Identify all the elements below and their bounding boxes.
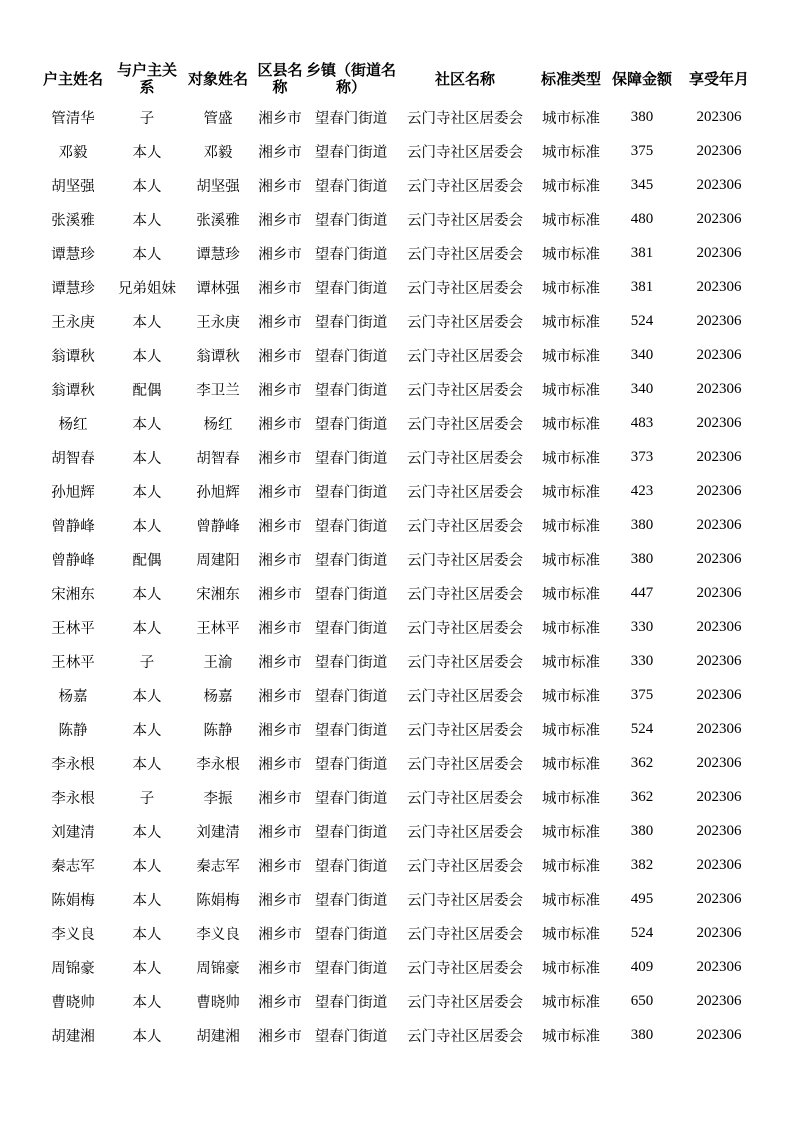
community-cell: 云门寺社区居委会 [407,858,523,875]
town-cell: 望春门街道 [314,824,388,841]
amount-cell: 380 [630,822,654,839]
household-head-cell: 李永根 [51,756,95,773]
community-cell: 云门寺社区居委会 [407,586,523,603]
standard-type-cell: 城市标准 [542,144,600,161]
standard-type-cell: 城市标准 [542,110,600,127]
town-cell: 望春门街道 [314,416,388,433]
standard-type-cell: 城市标准 [542,688,600,705]
community-cell: 云门寺社区居委会 [407,824,523,841]
amount-cell: 524 [630,924,654,941]
town-cell: 望春门街道 [314,926,388,943]
relation-cell: 本人 [132,484,162,501]
county-cell: 湘乡市 [258,756,302,773]
relation-cell: 本人 [132,858,162,875]
household-head-cell: 孙旭辉 [51,484,95,501]
household-head-cell: 曾静峰 [51,552,95,569]
amount-cell: 381 [630,244,654,261]
county-cell: 湘乡市 [258,1028,302,1045]
table-row [34,950,762,984]
amount-cell: 483 [630,414,654,431]
standard-type-cell: 城市标准 [542,552,600,569]
beneficiary-cell: 翁谭秋 [196,348,240,365]
amount-cell: 381 [630,278,654,295]
community-cell: 云门寺社区居委会 [407,212,523,229]
table-row [34,304,762,338]
county-cell: 湘乡市 [258,178,302,195]
amount-cell: 330 [630,618,654,635]
table-row [34,1018,762,1052]
table-row [34,780,762,814]
relation-cell: 本人 [132,960,162,977]
beneficiary-cell: 李永根 [196,756,240,773]
town-cell: 望春门街道 [314,722,388,739]
beneficiary-cell: 王永庚 [196,314,240,331]
household-head-cell: 陈静 [58,722,88,739]
standard-type-cell: 城市标准 [542,212,600,229]
table-row [34,576,762,610]
header-standard-type: 标准类型 [540,69,601,88]
town-cell: 望春门街道 [314,688,388,705]
county-cell: 湘乡市 [258,688,302,705]
month-cell: 202306 [696,516,742,533]
county-cell: 湘乡市 [258,518,302,535]
month-cell: 202306 [696,720,742,737]
town-cell: 望春门街道 [314,246,388,263]
household-head-cell: 翁谭秋 [51,348,95,365]
county-cell: 湘乡市 [258,314,302,331]
beneficiary-cell: 宋湘东 [196,586,240,603]
community-cell: 云门寺社区居委会 [407,926,523,943]
standard-type-cell: 城市标准 [542,1028,600,1045]
amount-cell: 330 [630,652,654,669]
county-cell: 湘乡市 [258,994,302,1011]
header-amount: 保障金额 [611,69,672,88]
town-cell: 望春门街道 [314,178,388,195]
standard-type-cell: 城市标准 [542,178,600,195]
county-cell: 湘乡市 [258,960,302,977]
month-cell: 202306 [696,142,742,159]
month-cell: 202306 [696,856,742,873]
household-head-cell: 杨红 [58,416,88,433]
document-page [34,58,762,1052]
county-cell: 湘乡市 [258,450,302,467]
household-head-cell: 王永庚 [51,314,95,331]
table-row [34,270,762,304]
relation-cell: 本人 [132,450,162,467]
amount-cell: 524 [630,312,654,329]
town-cell: 望春门街道 [314,144,388,161]
beneficiary-cell: 邓毅 [203,144,233,161]
community-cell: 云门寺社区居委会 [407,960,523,977]
standard-type-cell: 城市标准 [542,824,600,841]
standard-type-cell: 城市标准 [542,518,600,535]
county-cell: 湘乡市 [258,484,302,501]
month-cell: 202306 [696,278,742,295]
community-cell: 云门寺社区居委会 [407,314,523,331]
household-head-cell: 胡坚强 [51,178,95,195]
community-cell: 云门寺社区居委会 [407,246,523,263]
beneficiary-cell: 谭林强 [196,280,240,297]
month-cell: 202306 [696,754,742,771]
beneficiary-cell: 李振 [203,790,233,807]
amount-cell: 373 [630,448,654,465]
standard-type-cell: 城市标准 [542,314,600,331]
month-cell: 202306 [696,618,742,635]
household-head-cell: 翁谭秋 [51,382,95,399]
household-head-cell: 邓毅 [58,144,88,161]
relation-cell: 子 [139,654,155,671]
household-head-cell: 胡智春 [51,450,95,467]
town-cell: 望春门街道 [314,790,388,807]
standard-type-cell: 城市标准 [542,892,600,909]
relation-cell: 本人 [132,586,162,603]
amount-cell: 375 [630,142,654,159]
household-head-cell: 张溪雅 [51,212,95,229]
table-row [34,916,762,950]
relation-cell: 本人 [132,518,162,535]
community-cell: 云门寺社区居委会 [407,110,523,127]
county-cell: 湘乡市 [258,144,302,161]
month-cell: 202306 [696,788,742,805]
month-cell: 202306 [696,958,742,975]
town-cell: 望春门街道 [314,892,388,909]
table-row [34,236,762,270]
household-head-cell: 李义良 [51,926,95,943]
header-row [34,58,762,100]
amount-cell: 375 [630,686,654,703]
table-row [34,474,762,508]
month-cell: 202306 [696,584,742,601]
standard-type-cell: 城市标准 [542,654,600,671]
month-cell: 202306 [696,210,742,227]
header-community: 社区名称 [434,69,495,88]
relation-cell: 本人 [132,348,162,365]
month-cell: 202306 [696,176,742,193]
month-cell: 202306 [696,380,742,397]
community-cell: 云门寺社区居委会 [407,178,523,195]
county-cell: 湘乡市 [258,654,302,671]
county-cell: 湘乡市 [258,586,302,603]
beneficiary-cell: 李义良 [196,926,240,943]
town-cell: 望春门街道 [314,654,388,671]
relation-cell: 子 [139,110,155,127]
county-cell: 湘乡市 [258,620,302,637]
town-cell: 望春门街道 [314,994,388,1011]
town-cell: 望春门街道 [314,484,388,501]
amount-cell: 380 [630,550,654,567]
beneficiary-cell: 谭慧珍 [196,246,240,263]
town-cell: 望春门街道 [314,212,388,229]
beneficiary-cell: 陈娟梅 [196,892,240,909]
beneficiary-cell: 陈静 [203,722,233,739]
relation-cell: 本人 [132,144,162,161]
county-cell: 湘乡市 [258,926,302,943]
amount-cell: 447 [630,584,654,601]
relation-cell: 本人 [132,926,162,943]
amount-cell: 380 [630,108,654,125]
table-row [34,406,762,440]
relation-cell: 配偶 [132,382,162,399]
standard-type-cell: 城市标准 [542,348,600,365]
beneficiary-cell: 管盛 [203,110,233,127]
town-cell: 望春门街道 [314,382,388,399]
header-household-head: 户主姓名 [42,69,103,88]
household-head-cell: 曾静峰 [51,518,95,535]
table-row [34,814,762,848]
household-head-cell: 宋湘东 [51,586,95,603]
relation-cell: 本人 [132,246,162,263]
relation-cell: 本人 [132,756,162,773]
month-cell: 202306 [696,448,742,465]
county-cell: 湘乡市 [258,858,302,875]
relation-cell: 本人 [132,416,162,433]
relation-cell: 本人 [132,178,162,195]
county-cell: 湘乡市 [258,892,302,909]
header-month: 享受年月 [688,69,749,88]
beneficiary-cell: 李卫兰 [196,382,240,399]
standard-type-cell: 城市标准 [542,450,600,467]
town-cell: 望春门街道 [314,858,388,875]
table-row [34,508,762,542]
amount-cell: 340 [630,380,654,397]
amount-cell: 345 [630,176,654,193]
month-cell: 202306 [696,652,742,669]
relation-cell: 本人 [132,1028,162,1045]
table-row [34,134,762,168]
beneficiary-cell: 杨红 [203,416,233,433]
month-cell: 202306 [696,482,742,499]
month-cell: 202306 [696,346,742,363]
community-cell: 云门寺社区居委会 [407,518,523,535]
town-cell: 望春门街道 [314,348,388,365]
month-cell: 202306 [696,312,742,329]
table-row [34,984,762,1018]
town-cell: 望春门街道 [314,518,388,535]
community-cell: 云门寺社区居委会 [407,450,523,467]
table-row [34,678,762,712]
beneficiary-cell: 秦志军 [196,858,240,875]
beneficiary-cell: 周建阳 [196,552,240,569]
community-cell: 云门寺社区居委会 [407,552,523,569]
table-row [34,542,762,576]
table-row [34,882,762,916]
town-cell: 望春门街道 [314,960,388,977]
county-cell: 湘乡市 [258,246,302,263]
community-cell: 云门寺社区居委会 [407,416,523,433]
town-cell: 望春门街道 [314,314,388,331]
amount-cell: 495 [630,890,654,907]
beneficiary-cell: 孙旭辉 [196,484,240,501]
community-cell: 云门寺社区居委会 [407,144,523,161]
standard-type-cell: 城市标准 [542,858,600,875]
amount-cell: 382 [630,856,654,873]
standard-type-cell: 城市标准 [542,620,600,637]
header-beneficiary: 对象姓名 [187,69,248,88]
standard-type-cell: 城市标准 [542,382,600,399]
community-cell: 云门寺社区居委会 [407,1028,523,1045]
table-row [34,338,762,372]
community-cell: 云门寺社区居委会 [407,790,523,807]
amount-cell: 423 [630,482,654,499]
county-cell: 湘乡市 [258,280,302,297]
month-cell: 202306 [696,244,742,261]
standard-type-cell: 城市标准 [542,416,600,433]
town-cell: 望春门街道 [314,552,388,569]
amount-cell: 362 [630,788,654,805]
community-cell: 云门寺社区居委会 [407,756,523,773]
relation-cell: 本人 [132,824,162,841]
town-cell: 望春门街道 [314,280,388,297]
community-cell: 云门寺社区居委会 [407,688,523,705]
beneficiary-cell: 曹晓帅 [196,994,240,1011]
beneficiary-cell: 杨嘉 [203,688,233,705]
relation-cell: 配偶 [132,552,162,569]
beneficiary-cell: 张溪雅 [196,212,240,229]
beneficiary-cell: 胡建湘 [196,1028,240,1045]
household-head-cell: 陈娟梅 [51,892,95,909]
month-cell: 202306 [696,1026,742,1043]
table-row [34,712,762,746]
table-row [34,168,762,202]
household-head-cell: 王林平 [51,654,95,671]
standard-type-cell: 城市标准 [542,722,600,739]
community-cell: 云门寺社区居委会 [407,280,523,297]
community-cell: 云门寺社区居委会 [407,994,523,1011]
household-head-cell: 李永根 [51,790,95,807]
table-header [34,58,762,100]
standard-type-cell: 城市标准 [542,926,600,943]
standard-type-cell: 城市标准 [542,484,600,501]
amount-cell: 650 [630,992,654,1009]
standard-type-cell: 城市标准 [542,586,600,603]
amount-cell: 380 [630,516,654,533]
relation-cell: 本人 [132,620,162,637]
household-head-cell: 杨嘉 [58,688,88,705]
county-cell: 湘乡市 [258,382,302,399]
table-row [34,644,762,678]
relation-cell: 子 [139,790,155,807]
month-cell: 202306 [696,108,742,125]
subsidy-table [34,58,762,1052]
relation-cell: 本人 [132,994,162,1011]
household-head-cell: 谭慧珍 [51,280,95,297]
relation-cell: 本人 [132,722,162,739]
household-head-cell: 刘建清 [51,824,95,841]
amount-cell: 524 [630,720,654,737]
beneficiary-cell: 曾静峰 [196,518,240,535]
header-relation: 与户主关系 [116,61,177,96]
relation-cell: 本人 [132,688,162,705]
beneficiary-cell: 胡智春 [196,450,240,467]
header-county: 区县名称 [257,61,303,96]
household-head-cell: 胡建湘 [51,1028,95,1045]
beneficiary-cell: 王渝 [203,654,233,671]
relation-cell: 兄弟姐妹 [118,280,176,297]
month-cell: 202306 [696,414,742,431]
county-cell: 湘乡市 [258,790,302,807]
town-cell: 望春门街道 [314,1028,388,1045]
beneficiary-cell: 刘建清 [196,824,240,841]
table-row [34,202,762,236]
month-cell: 202306 [696,924,742,941]
county-cell: 湘乡市 [258,824,302,841]
standard-type-cell: 城市标准 [542,756,600,773]
household-head-cell: 秦志军 [51,858,95,875]
month-cell: 202306 [696,550,742,567]
month-cell: 202306 [696,822,742,839]
beneficiary-cell: 周锦豪 [196,960,240,977]
community-cell: 云门寺社区居委会 [407,382,523,399]
table-row [34,372,762,406]
beneficiary-cell: 王林平 [196,620,240,637]
standard-type-cell: 城市标准 [542,960,600,977]
household-head-cell: 王林平 [51,620,95,637]
community-cell: 云门寺社区居委会 [407,892,523,909]
header-town: 乡镇（街道名称） [306,61,397,96]
month-cell: 202306 [696,992,742,1009]
standard-type-cell: 城市标准 [542,994,600,1011]
community-cell: 云门寺社区居委会 [407,654,523,671]
town-cell: 望春门街道 [314,450,388,467]
county-cell: 湘乡市 [258,416,302,433]
town-cell: 望春门街道 [314,586,388,603]
community-cell: 云门寺社区居委会 [407,620,523,637]
community-cell: 云门寺社区居委会 [407,484,523,501]
household-head-cell: 管清华 [51,110,95,127]
town-cell: 望春门街道 [314,620,388,637]
month-cell: 202306 [696,890,742,907]
county-cell: 湘乡市 [258,348,302,365]
month-cell: 202306 [696,686,742,703]
standard-type-cell: 城市标准 [542,280,600,297]
table-row [34,848,762,882]
household-head-cell: 曹晓帅 [51,994,95,1011]
amount-cell: 380 [630,1026,654,1043]
county-cell: 湘乡市 [258,552,302,569]
relation-cell: 本人 [132,892,162,909]
county-cell: 湘乡市 [258,110,302,127]
household-head-cell: 周锦豪 [51,960,95,977]
table-row [34,100,762,134]
table-row [34,746,762,780]
relation-cell: 本人 [132,212,162,229]
community-cell: 云门寺社区居委会 [407,348,523,365]
beneficiary-cell: 胡坚强 [196,178,240,195]
table-row [34,440,762,474]
town-cell: 望春门街道 [314,756,388,773]
relation-cell: 本人 [132,314,162,331]
county-cell: 湘乡市 [258,212,302,229]
county-cell: 湘乡市 [258,722,302,739]
standard-type-cell: 城市标准 [542,790,600,807]
standard-type-cell: 城市标准 [542,246,600,263]
household-head-cell: 谭慧珍 [51,246,95,263]
amount-cell: 480 [630,210,654,227]
community-cell: 云门寺社区居委会 [407,722,523,739]
table-row [34,610,762,644]
amount-cell: 340 [630,346,654,363]
table-body [34,100,762,1052]
amount-cell: 409 [630,958,654,975]
amount-cell: 362 [630,754,654,771]
town-cell: 望春门街道 [314,110,388,127]
